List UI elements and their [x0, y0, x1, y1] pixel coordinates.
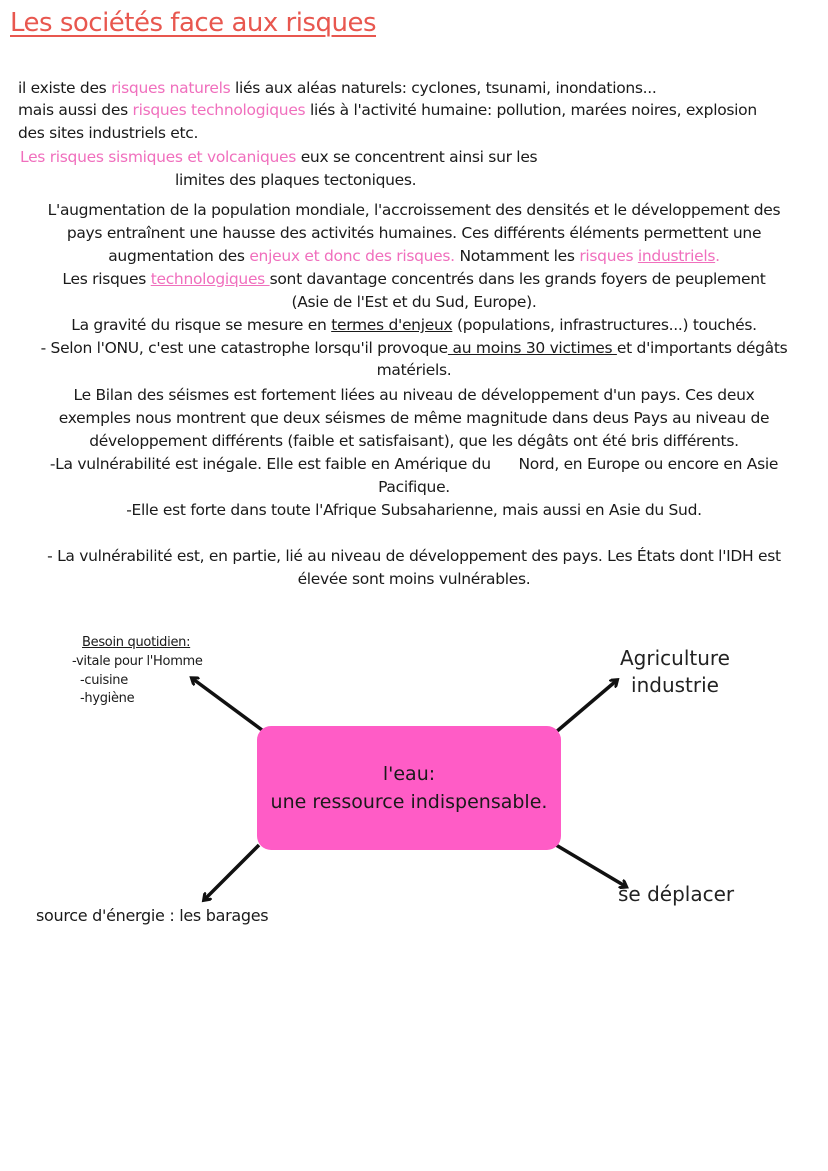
highlight-industriels: industriels [637, 247, 716, 265]
highlight-enjeux: enjeux et donc des risques. [249, 247, 455, 265]
text-line: - La vulnérabilité est, en partie, lié au niveau de développement des pays. Les États dont l'IDH est [47, 547, 781, 565]
text-line: Pacifique. [378, 478, 450, 496]
branch-industrie: industrie [631, 673, 719, 697]
branch-besoin-heading: Besoin quotidien: [82, 635, 191, 650]
text-line: élevée sont moins vulnérables. [297, 570, 531, 588]
text: liés à l'activité humaine: pollution, marées noires, explosion [305, 101, 757, 119]
underlined-termes-enjeux: termes d'enjeux [331, 316, 453, 334]
text: La gravité du risque se mesure en [71, 316, 332, 334]
text: il existe des [18, 79, 112, 97]
center-line-1: l'eau: [382, 763, 436, 785]
arrow-top-left [193, 679, 262, 730]
arrow-bottom-right [556, 845, 625, 886]
text-line: -Elle est forte dans toute l'Afrique Subsaharienne, mais aussi en Asie du Sud. [126, 501, 702, 519]
text: eux se concentrent ainsi sur les [296, 148, 538, 166]
text: - Selon l'ONU, c'est une catastrophe lorsqu'il provoque [40, 339, 448, 357]
text-line: matériels. [376, 361, 452, 379]
arrow-bottom-left [205, 845, 259, 899]
branch-besoin-item: -vitale pour l'Homme [72, 654, 203, 669]
text: et d'importants dégâts [616, 339, 788, 357]
text-line: exemples nous montrent que deux séismes de même magnitude dans deus Pays au niveau de [58, 409, 770, 427]
text: augmentation des [108, 247, 250, 265]
text: Notamment les [454, 247, 580, 265]
text: Les risques [62, 270, 151, 288]
branch-se-deplacer: se déplacer [618, 882, 735, 906]
highlight-risques-naturels: risques naturels [111, 79, 231, 97]
text-line: L'augmentation de la population mondiale, l'accroissement des densités et le développement des [47, 201, 781, 219]
page-title: Les sociétés face aux risques [10, 8, 376, 38]
highlight-risques-sismiques: Les risques sismiques et volcaniques [20, 148, 297, 166]
center-line-2: une ressource indispensable. [270, 791, 548, 813]
text: sont davantage concentrés dans les grands foyers de peuplement [269, 270, 766, 288]
branch-besoin-item: -hygiène [80, 691, 135, 706]
text: . [715, 247, 720, 265]
text: liés aux aléas naturels: cyclones, tsunami, inondations... [230, 79, 657, 97]
highlight-risques-technologiques: risques technologiques [132, 101, 306, 119]
text-line: développement différents (faible et satisfaisant), que les dégâts ont été bris différents. [89, 432, 739, 450]
text-line: -La vulnérabilité est inégale. Elle est faible en Amérique du Nord, en Europe ou encore en Asie [49, 455, 779, 473]
branch-agriculture: Agriculture [620, 646, 730, 670]
text-line: Le Bilan des séismes est fortement liées au niveau de développement d'un pays. Ces deux [73, 386, 755, 404]
branch-besoin-item: -cuisine [80, 673, 128, 688]
arrow-top-right [556, 681, 616, 732]
text-line: des sites industriels etc. [18, 124, 199, 142]
branch-source-energie: source d'énergie : les barages [36, 906, 269, 925]
text: (populations, infrastructures...) touchés. [452, 316, 757, 334]
highlight-technologiques: technologiques [150, 270, 270, 288]
highlight-risques: risques [579, 247, 634, 265]
text: mais aussi des [18, 101, 133, 119]
text-line: (Asie de l'Est et du Sud, Europe). [291, 293, 537, 311]
underlined-30-victimes: au moins 30 victimes [447, 339, 617, 357]
text-line: limites des plaques tectoniques. [175, 171, 417, 189]
mindmap-center-box [257, 726, 561, 850]
text-line: pays entraînent une hausse des activités humaines. Ces différents éléments permettent une [66, 224, 762, 242]
